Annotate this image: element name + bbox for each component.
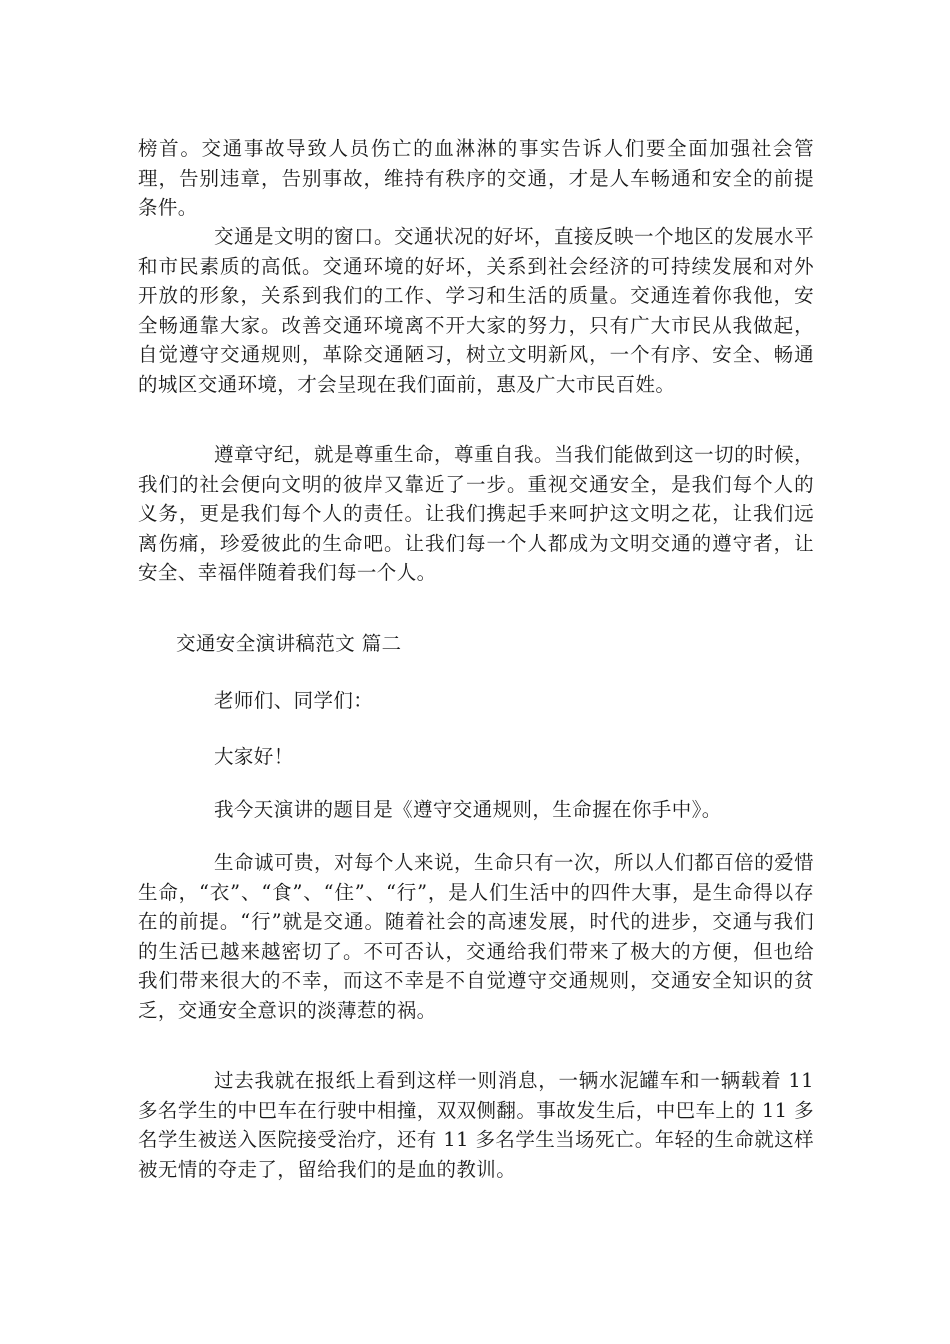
paragraph-continuation: 榜首。交通事故导致人员伤亡的血淋淋的事实告诉人们要全面加强社会管理，告别违章，告别事故，维持有秩序的交通，才是人车畅通和安全的前提条件。 <box>138 137 814 219</box>
paragraph-news-accident: 过去我就在报纸上看到这样一则消息，一辆水泥罐车和一辆载着 11 多名学生的中巴车在行驶中相撞，双双侧翻。事故发生后，中巴车上的 11 多名学生被送入医院接受治疗，还有 11 多名学生当场死亡。年轻的生命就这样被无情的夺走了，留给我们的是血的教训。 <box>138 1069 814 1181</box>
paragraph-respect-life: 遵章守纪，就是尊重生命，尊重自我。当我们能做到这一切的时候，我们的社会便向文明的彼岸又靠近了一步。重视交通安全，是我们每个人的义务，更是我们每个人的责任。让我们携起手来呵护这文明之花，让我们远离伤痛，珍爱彼此的生命吧。让我们每一个人都成为文明交通的遵守者，让安全、幸福伴随着我们每一个人。 <box>138 443 814 584</box>
speech-title-line: 我今天演讲的题目是《遵守交通规则，生命握在你手中》。 <box>214 798 722 821</box>
greeting: 大家好！ <box>214 745 294 768</box>
paragraph-civilization-window: 交通是文明的窗口。交通状况的好坏，直接反映一个地区的发展水平和市民素质的高低。交通环境的好坏，关系到社会经济的可持续发展和对外开放的形象，关系到我们的工作、学习和生活的质量。交通连着你我他，安全畅通靠大家。改善交通环境离不开大家的努力，只有广大市民从我做起，自觉遵守交通规则，革除交通陋习，树立文明新风，一个有序、安全、畅通的城区交通环境，才会呈现在我们面前，惠及广大市民百姓。 <box>138 225 814 396</box>
salutation: 老师们、同学们： <box>214 689 374 712</box>
section-heading: 交通安全演讲稿范文 篇二 <box>176 632 402 655</box>
paragraph-life-precious: 生命诚可贵，对每个人来说，生命只有一次，所以人们都百倍的爱惜生命，“衣”、“食”、“住”、“行”，是人们生活中的四件大事，是生命得以存在的前提。“行”就是交通。随着社会的高速发展，时代的进步，交通与我们的生活已越来越密切了。不可否认，交通给我们带来了极大的方便，但也给我们带来很大的不幸，而这不幸是不自觉遵守交通规则，交通安全知识的贫乏，交通安全意识的淡薄惹的祸。 <box>138 851 814 1022</box>
